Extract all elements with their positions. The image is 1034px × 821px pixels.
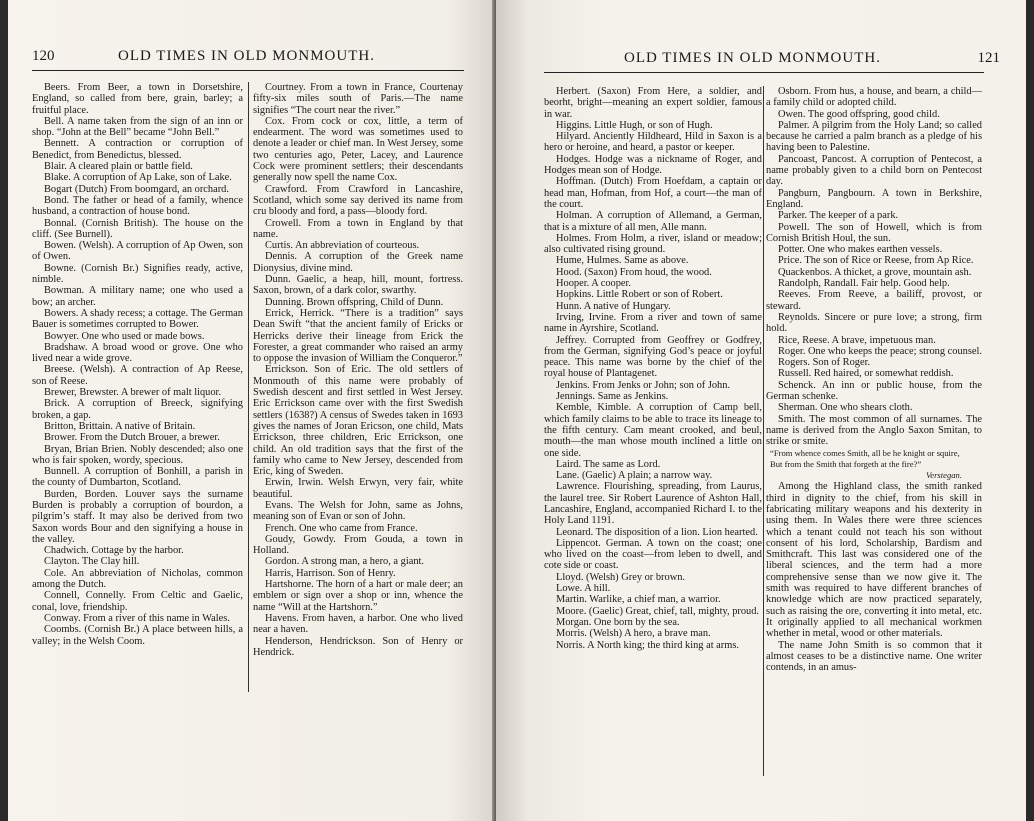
surname-entry: Sherman. One who shears cloth. bbox=[778, 402, 913, 414]
surname-entry: Morgan. One born by the sea. bbox=[556, 616, 680, 628]
surname-entry: Hilyard. Anciently Hildheard, Hild in Saxon is a hero or heroine, and heard, a pastor or keeper. bbox=[544, 131, 762, 154]
surname-entry: Reeves. From Reeve, a bailiff, provost, or steward. bbox=[766, 289, 982, 312]
surname-entry: Hoffman. (Dutch) From Hoefdam, a captain or head man, Hofman, from Hof, a court—the man of the court. bbox=[544, 176, 762, 210]
surname-entry: Hodges. Hodge was a nickname of Roger, and Hodges mean son of Hodge. bbox=[544, 153, 762, 177]
surname-entry: Leonard. The disposition of a lion. Lion hearted. bbox=[556, 526, 758, 538]
surname-entry: Moore. (Gaelic) Great, chief, tall, mighty, proud. bbox=[556, 605, 760, 617]
surname-entry: Harris, Harrison. Son of Henry. bbox=[265, 567, 396, 579]
surname-entry: Holmes. From Holm, a river, island or meadow; also cultivated rising ground. bbox=[544, 232, 762, 256]
surname-entry: Rogers. Son of Roger. bbox=[778, 357, 871, 369]
surname-entry: Britton, Brittain. A native of Britain. bbox=[44, 420, 196, 432]
surname-entry: Henderson, Hendrickson. Son of Henry or Hendrick. bbox=[253, 635, 463, 658]
column-divider bbox=[763, 86, 764, 776]
surname-entry: Smith. The most common of all surnames. The name is derived from the Anglo Saxon Smitan, to strike or smite. bbox=[766, 413, 982, 448]
surname-entry: Dunn. Gaelic, a heap, hill, mount, fortress. Saxon, brown, of a dark color, swarthy. bbox=[253, 274, 463, 297]
surname-entry: Dennis. A corruption of the Greek name Dionysius, divine mind. bbox=[253, 251, 463, 274]
surname-entry: Lane. (Gaelic) A plain; a narrow way. bbox=[556, 470, 713, 482]
surname-entry: Connell, Connelly. From Celtic and Gaelic, conal, love, friendship. bbox=[32, 590, 243, 613]
surname-entry: Blake. A corruption of Ap Lake, son of Lake. bbox=[44, 172, 232, 184]
surname-entry: Holman. A corruption of Allemand, a German, that is a mixture of all men, Alle mann. bbox=[544, 210, 762, 233]
surname-entry: Havens. From haven, a harbor. One who lived near a haven. bbox=[253, 612, 463, 636]
surname-entry: Bowen. (Welsh). A corruption of Ap Owen, son of Owen. bbox=[32, 240, 243, 263]
surname-entry: Coombs. (Cornish Br.) A place between hills, a valley; in the Welsh Coom. bbox=[32, 624, 243, 647]
quote-line: “From whence comes Smith, all be he knight or squire, bbox=[770, 447, 960, 458]
surname-entry: Reynolds. Sincere or pure love; a strong, firm hold. bbox=[766, 311, 982, 335]
surname-entry: Bowers. A shady recess; a cottage. The German Bauer is sometimes corrupted to Bower. bbox=[32, 307, 243, 331]
surname-entry: Hopkins. Little Robert or son of Robert. bbox=[556, 289, 723, 301]
surname-entry: Jeffrey. Corrupted from Geoffrey or Godfrey, from the German, signifying God’s peace or joyful peace. This name was borne by the chief of the royal house of Plantagenet. bbox=[544, 334, 762, 380]
surname-entry: Bowyer. One who used or made bows. bbox=[44, 330, 205, 342]
page-number: 121 bbox=[977, 50, 1000, 66]
surname-entry: Schenck. An inn or public house, from the German schenke. bbox=[766, 379, 982, 403]
surname-entry: Bennett. A contraction or corruption of Benedict, from Benedictus, blessed. bbox=[32, 138, 243, 161]
surname-entry: Lloyd. (Welsh) Grey or brown. bbox=[556, 571, 686, 583]
surname-entry: Breese. (Welsh). A contraction of Ap Reese, son of Reese. bbox=[32, 364, 243, 387]
surname-entry: Cole. An abbreviation of Nicholas, common among the Dutch. bbox=[32, 567, 243, 591]
surname-entry: Bunnell. A corruption of Bonhill, a parish in the county of Dumbarton, Scotland. bbox=[32, 466, 243, 489]
surname-entry: French. One who came from France. bbox=[265, 522, 418, 534]
column-divider bbox=[248, 82, 249, 692]
surname-entry: Burden, Borden. Louver says the surname Burden is probably a corruption of bourdon, a pilgrim’s staff. It may also be derived from two Saxon words Bour and den signifying a house in the valley. bbox=[32, 488, 243, 545]
header-rule bbox=[544, 72, 984, 73]
running-header: OLD TIMES IN OLD MONMOUTH. bbox=[624, 50, 881, 66]
surname-entry: Irving, Irvine. From a river and town of same name in Ayrshire, Scotland. bbox=[544, 311, 762, 335]
left-page bbox=[8, 0, 496, 821]
quote-attribution: Verstegan. bbox=[925, 470, 962, 481]
surname-entry: Crowell. From a town in England by that name. bbox=[253, 217, 463, 240]
surname-entry: Curtis. An abbreviation of courteous. bbox=[265, 240, 420, 252]
surname-entry: Hooper. A cooper. bbox=[556, 278, 632, 290]
surname-entry: Clayton. The Clay hill. bbox=[44, 556, 140, 568]
surname-entry: The name John Smith is so common that it almost ceases to be a distinctive name. One writer contends, in an amus- bbox=[766, 639, 982, 674]
surname-entry: Bell. A name taken from the sign of an inn or shop. “John at the Bell” became “John Bell.” bbox=[32, 115, 243, 139]
surname-entry: Bogart (Dutch) From boomgard, an orchard. bbox=[44, 183, 229, 195]
surname-entry: Dunning. Brown offspring, Child of Dunn. bbox=[265, 296, 444, 308]
surname-entry: Hunn. A native of Hungary. bbox=[556, 300, 671, 312]
surname-entry: Cox. From cock or cox, little, a term of endearment. The word was sometimes used to denote a leader or chief man. In West Jersey, some two centuries ago, Peter, Lacey, and Laurence Cock were prominent settlers; their descendants generally now spell the name Cox. bbox=[253, 115, 463, 184]
surname-entry: Palmer. A pilgrim from the Holy Land; so called because he carried a palm branch as a pledge of his having been to Palestine. bbox=[766, 119, 982, 154]
surname-entry: Roger. One who keeps the peace; strong counsel. bbox=[778, 345, 982, 357]
running-header: OLD TIMES IN OLD MONMOUTH. bbox=[118, 48, 375, 64]
page-number: 120 bbox=[32, 48, 55, 64]
surname-entry: Hood. (Saxon) From houd, the wood. bbox=[556, 266, 712, 278]
surname-entry: Bowman. A military name; one who used a bow; an archer. bbox=[32, 285, 243, 308]
text-column-2 bbox=[766, 86, 982, 786]
surname-entry: Powell. The son of Howell, which is from Cornish British Houl, the sun. bbox=[766, 221, 982, 244]
surname-entry: Chadwich. Cottage by the harbor. bbox=[44, 545, 184, 557]
surname-entry: Norris. A North king; the third king at arms. bbox=[556, 639, 739, 651]
surname-entry: Bond. The father or head of a family, whence husband, a contraction of house bond. bbox=[32, 194, 243, 218]
surname-entry: Evans. The Welsh for John, same as Johns, meaning son of Evan or son of John. bbox=[253, 499, 463, 523]
right-page bbox=[496, 0, 1026, 821]
text-column-1 bbox=[32, 82, 243, 782]
surname-entry: Bradshaw. A broad wood or grove. One who lived near a wide grove. bbox=[32, 341, 243, 365]
surname-entry: Bowne. (Cornish Br.) Signifies ready, active, nimble. bbox=[32, 262, 243, 286]
surname-entry: Martin. Warlike, a chief man, a warrior. bbox=[556, 594, 721, 606]
surname-entry: Rice, Reese. A brave, impetuous man. bbox=[778, 334, 936, 346]
surname-entry: Goudy, Gowdy. From Gouda, a town in Holland. bbox=[253, 533, 463, 557]
surname-entry: Hume, Hulmes. Same as above. bbox=[556, 255, 689, 267]
surname-entry: Among the Highland class, the smith ranked third in dignity to the chief, from his skill in fabricating military weapons and his dexterity in using them. In Wales there were three sciences which a tenant could not teach his son without consent of his lord, Scholarship, Bardism and Smithcraft. This last was considered one of the liberal sciences, and the term had a more comprehensive sense than we now give it. The smith was required to have different branches of knowledge which are now practiced separately, such as raising the ore, converting it into metal, etc. It originally applied to all mechanical workmen whether in metal, wood or other materials. bbox=[766, 481, 982, 640]
surname-entry: Brower. From the Dutch Brouer, a brewer. bbox=[44, 432, 220, 444]
surname-entry: Erwin, Irwin. Welsh Erwyn, very fair, white beautiful. bbox=[253, 477, 463, 500]
surname-entry: Morris. (Welsh) A hero, a brave man. bbox=[556, 628, 711, 640]
surname-entry: Jennings. Same as Jenkins. bbox=[556, 391, 669, 403]
surname-entry: Errickson. Son of Eric. The old settlers of Monmouth of this name were probably of Swedish descent and first settled in West Jersey. Eric Errickson came over with the first Swedish settlers (1638?) A census of Swedes taken in 1693 gives the names of Joran Ericson, one child, Mats Errickson, three children, Eric Errickson, one child. An old tradition says that the first of the family who came to New Jersey, descended from Eric, king of Sweden. bbox=[253, 364, 463, 478]
surname-entry: Jenkins. From Jenks or John; son of John. bbox=[556, 379, 731, 391]
surname-entry: Hartshorne. The horn of a hart or male deer; an emblem or sign over a shop or inn, whence the name “Will at the Hartshorn.” bbox=[253, 579, 463, 613]
surname-entry: Beers. From Beer, a town in Dorsetshire, England, so called from bere, grain, barley; a fruitful place. bbox=[32, 82, 243, 116]
surname-entry: Higgins. Little Hugh, or son of Hugh. bbox=[556, 119, 713, 131]
surname-entry: Bryan, Brian Brien. Nobly descended; also one who is fair spoken, wordy, specious. bbox=[32, 443, 243, 466]
text-column-2 bbox=[253, 82, 463, 782]
quote-line: But from the Smith that forgeth at the fire?” bbox=[770, 458, 922, 469]
entries-after-quote bbox=[766, 481, 982, 673]
surname-entry: Potter. One who makes earthen vessels. bbox=[778, 244, 943, 256]
entries-before-quote bbox=[766, 86, 982, 448]
surname-entry: Quackenbos. A thicket, a grove, mountain ash. bbox=[778, 266, 972, 278]
surname-entry: Russell. Red haired, or somewhat reddish. bbox=[778, 368, 954, 380]
surname-entry: Osborn. From hus, a house, and bearn, a child—a family child or adopted child. bbox=[766, 86, 982, 109]
surname-entry: Errick, Herrick. “There is a tradition” says Dean Swift “that the ancient family of Ericks or Herricks derive their lineage from Erick the Forester, a great commander who raised an army to oppose the invasion of William the Conqueror.” bbox=[253, 307, 463, 365]
surname-entry: Lowe. A hill. bbox=[556, 583, 611, 595]
surname-entry: Brick. A corruption of Breeck, signifying broken, a gap. bbox=[32, 398, 243, 421]
header-rule bbox=[32, 70, 464, 71]
surname-entry: Gordon. A strong man, a hero, a giant. bbox=[265, 556, 425, 568]
surname-entry: Conway. From a river of this name in Wales. bbox=[44, 612, 230, 624]
surname-entry: Bonnal. (Cornish British). The house on the cliff. (See Burnell). bbox=[32, 217, 243, 240]
surname-entry: Owen. The good offspring, good child. bbox=[778, 108, 940, 120]
surname-entry: Crawford. From Crawford in Lancashire, Scotland, which some say derived its name from cru bloody and ford, a pass—bloody ford. bbox=[253, 183, 463, 218]
surname-entry: Courtney. From a town in France, Courtenay fifty-six miles south of Paris.—The name signifies “The court near the river.” bbox=[253, 82, 463, 116]
surname-entry: Parker. The keeper of a park. bbox=[778, 210, 899, 222]
surname-entry: Lippencot. German. A town on the coast; one who lived on the coast—from leben to dwell, and cote side or coast. bbox=[544, 537, 762, 572]
surname-entry: Brewer, Brewster. A brewer of malt liquor. bbox=[44, 387, 222, 399]
text-column-1 bbox=[544, 86, 762, 786]
surname-entry: Pangburn, Pangbourn. A town in Berkshire, England. bbox=[766, 187, 982, 210]
surname-entry: Kemble, Kimble. A corruption of Camp bell, which family claims to be able to trace its lineage to the fifth century. Cam meant crooked, and beul, mouth—the man whose mouth inclined a little on one side. bbox=[544, 402, 762, 459]
surname-entry: Herbert. (Saxon) From Here, a soldier, and beorht, bright—meaning an expert soldier, famous in war. bbox=[544, 86, 762, 120]
surname-entry: Pancoast, Pancost. A corruption of Pentecost, a name probably given to a child born on Pentecost day. bbox=[766, 153, 982, 188]
surname-entry: Price. The son of Rice or Reese, from Ap Rice. bbox=[778, 255, 974, 267]
surname-entry: Laird. The same as Lord. bbox=[556, 458, 661, 470]
surname-entry: Randolph, Randall. Fair help. Good help. bbox=[778, 278, 950, 290]
surname-entry: Lawrence. Flourishing, spreading, from Laurus, the laurel tree. Sir Robert Laurence of Ashton Hall, Lancashire, England, accompanied Richard I. to the Holy Land 1191. bbox=[544, 481, 762, 527]
surname-entry: Blair. A cleared plain or battle field. bbox=[44, 161, 193, 173]
